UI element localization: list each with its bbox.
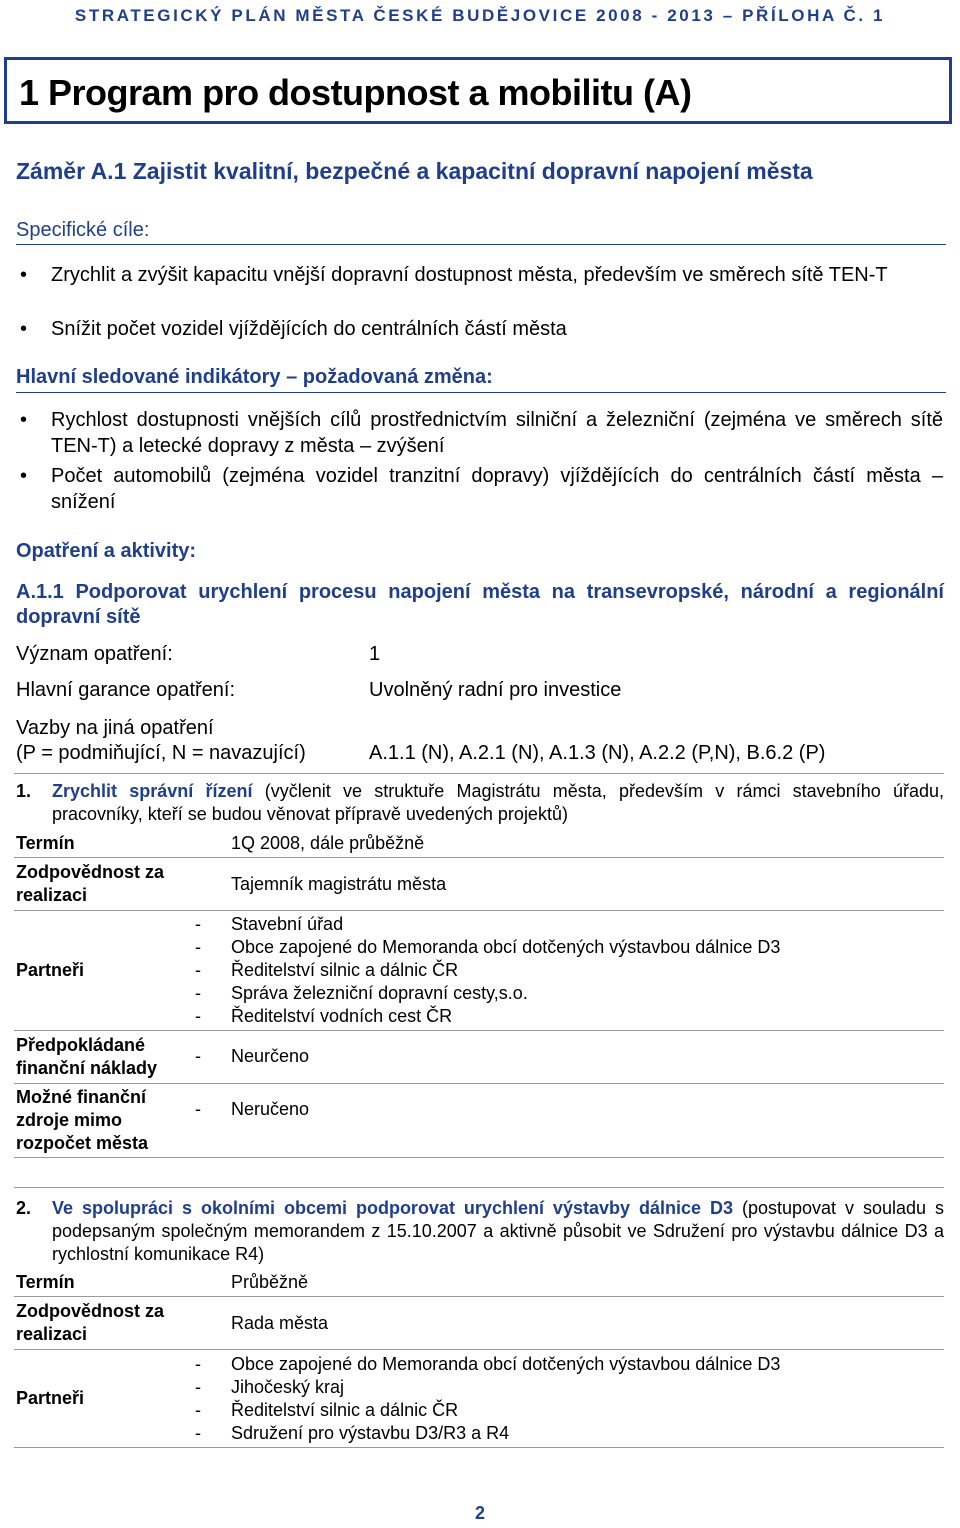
- activity-description: Zrychlit správní řízení (vyčlenit ve struktuře Magistrátu města, především v rámci stavebního úřadu, pracovníky, kteří se budou věnovat přípravě uvedených projektů): [52, 781, 944, 824]
- responsibility-value: Rada města: [231, 1313, 329, 1333]
- sources-label: Možné finanční zdroje mimo rozpočet města: [16, 1087, 149, 1153]
- program-title: 1 Program pro dostupnost a mobilitu (A): [19, 72, 692, 113]
- importance-value: 1: [369, 643, 381, 665]
- divider: [14, 1157, 944, 1158]
- termin-value: Průběžně: [231, 1272, 309, 1292]
- responsibility-label: Zodpovědnost za realizaci: [16, 862, 164, 905]
- partner-item: Ředitelství vodních cest ČR: [231, 1006, 453, 1026]
- termin-label: Termín: [16, 833, 75, 853]
- page-number: 2: [474, 1503, 485, 1523]
- links-value: A.1.1 (N), A.2.1 (N), A.1.3 (N), A.2.2 (P,N), B.6.2 (P): [369, 742, 826, 764]
- divider: [14, 773, 944, 774]
- zamer-heading: Záměr A.1 Zajistit kvalitní, bezpečné a kapacitní dopravní napojení města: [16, 158, 813, 184]
- partner-dash: -: [195, 914, 201, 934]
- costs-dash: -: [195, 1046, 201, 1066]
- indicators-heading: Hlavní sledované indikátory – požadovaná změna:: [16, 366, 493, 388]
- divider: [14, 1030, 944, 1031]
- links-label: Vazby na jiná opatření: [16, 717, 214, 739]
- divider: [14, 1296, 944, 1297]
- termin-label: Termín: [16, 1272, 75, 1292]
- divider: [14, 1083, 944, 1084]
- activity-number: 1.: [16, 781, 32, 801]
- responsibility-label: Zodpovědnost za realizaci: [16, 1301, 164, 1344]
- bullet-icon: •: [20, 465, 28, 487]
- partner-dash: -: [195, 937, 201, 957]
- bullet-icon: •: [20, 318, 28, 340]
- partners-label: Partneři: [16, 1388, 85, 1408]
- activity-description: Ve spolupráci s okolními obcemi podporovat urychlení výstavby dálnice D3 (postupovat v souladu s podepsaným společným memorandem z 15.10.2007 a aktivně působit ve Sdružení pro výstavbu dálnice D3 a rychlostní komunikace R4): [52, 1198, 945, 1264]
- responsibility-value: Tajemník magistrátu města: [231, 874, 447, 894]
- partner-item: Ředitelství silnic a dálnic ČR: [231, 960, 459, 980]
- sources-value: Neručeno: [231, 1099, 310, 1119]
- sources-dash: -: [195, 1099, 201, 1119]
- bullet-icon: •: [20, 409, 28, 431]
- divider: [16, 392, 946, 393]
- activity-number: 2.: [16, 1198, 32, 1218]
- measures-heading: Opatření a aktivity:: [16, 540, 197, 562]
- partner-item: Obce zapojené do Memoranda obcí dotčených výstavbou dálnice D3: [231, 937, 781, 957]
- specific-goals-heading: Specifické cíle:: [16, 219, 150, 241]
- partner-dash: -: [195, 983, 201, 1003]
- partner-item: Stavební úřad: [231, 914, 344, 934]
- partner-dash: -: [195, 1354, 201, 1374]
- divider: [14, 910, 944, 911]
- partner-dash: -: [195, 1400, 201, 1420]
- importance-label: Význam opatření:: [16, 643, 173, 665]
- running-header: STRATEGICKÝ PLÁN MĚSTA ČESKÉ BUDĚJOVICE 2008 - 2013 – PŘÍLOHA Č. 1: [74, 6, 886, 25]
- program-title-box: [4, 57, 952, 124]
- divider: [14, 1349, 944, 1350]
- partner-dash: -: [195, 1377, 201, 1397]
- partner-item: Sdružení pro výstavbu D3/R3 a R4: [231, 1423, 510, 1443]
- partner-item: Jihočeský kraj: [231, 1377, 345, 1397]
- costs-label: Předpokládané finanční náklady: [16, 1035, 158, 1078]
- bullet-icon: •: [20, 264, 28, 286]
- divider: [14, 1187, 944, 1188]
- partner-item: Správa železniční dopravní cesty,s.o.: [231, 983, 528, 1003]
- guarantee-label: Hlavní garance opatření:: [16, 679, 236, 701]
- partner-item: Ředitelství silnic a dálnic ČR: [231, 1400, 459, 1420]
- divider: [14, 857, 944, 858]
- partner-dash: -: [195, 960, 201, 980]
- partner-dash: -: [195, 1006, 201, 1026]
- links-label-legend: (P = podmiňující, N = navazující): [16, 742, 306, 764]
- partner-dash: -: [195, 1423, 201, 1443]
- guarantee-value: Uvolněný radní pro investice: [369, 679, 622, 701]
- costs-value: Neurčeno: [231, 1046, 310, 1066]
- divider: [16, 244, 946, 245]
- partners-label: Partneři: [16, 960, 85, 980]
- termin-value: 1Q 2008, dále průběžně: [231, 833, 425, 853]
- measure-title: A.1.1 Podporovat urychlení procesu napojení města na transevropské, národní a regionální dopravní sítě: [16, 581, 944, 628]
- divider: [14, 1447, 944, 1448]
- partner-item: Obce zapojené do Memoranda obcí dotčených výstavbou dálnice D3: [231, 1354, 781, 1374]
